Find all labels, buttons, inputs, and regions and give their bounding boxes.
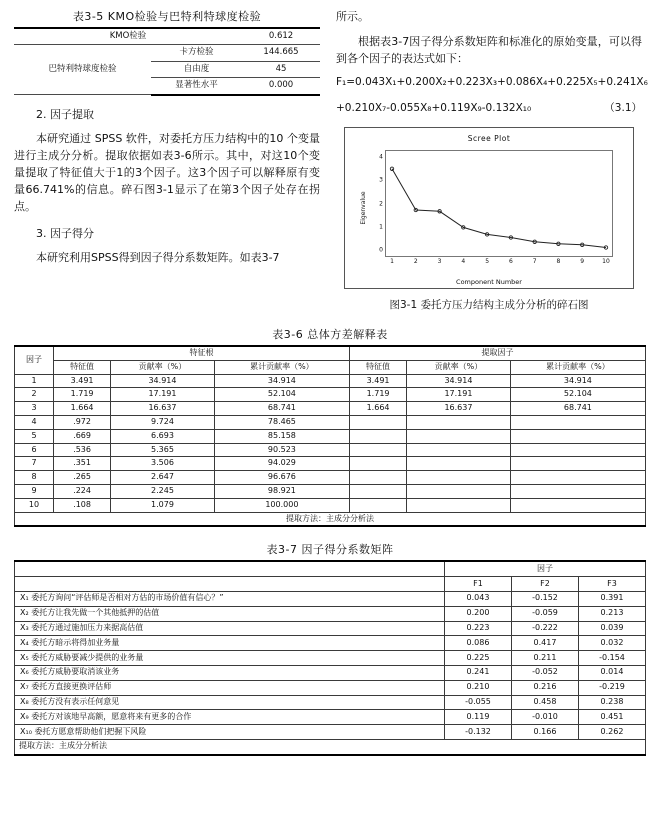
scores-value-9-1: 0.166	[512, 725, 579, 740]
variance-cell-2-6: 68.741	[510, 402, 645, 416]
scree-ytick-3: 1	[379, 223, 383, 231]
table-row	[15, 429, 646, 443]
variance-cell-4-3: 85.158	[214, 429, 349, 443]
scores-column-f3: F3	[579, 577, 646, 592]
table-row	[15, 621, 646, 636]
scores-value-6-0: 0.210	[445, 680, 512, 695]
scores-header-blank	[15, 561, 445, 576]
scores-item-6: X₇ 委托方直接更换评估师	[15, 680, 445, 695]
table-row	[15, 484, 646, 498]
scree-xtick-5: 6	[508, 258, 513, 266]
scree-xtick-3: 4	[461, 258, 466, 266]
scores-value-4-1: 0.211	[512, 651, 579, 666]
variance-cell-0-5: 34.914	[407, 374, 511, 388]
kmo-row-value-3: 0.000	[242, 78, 320, 95]
table-row	[15, 710, 646, 725]
table-row	[15, 636, 646, 651]
scores-value-3-1: 0.417	[512, 636, 579, 651]
variance-cell-2-5: 16.637	[407, 402, 511, 416]
scores-value-3-2: 0.032	[579, 636, 646, 651]
variance-header-factor: 因子	[15, 346, 54, 374]
variance-cell-2-3: 68.741	[214, 402, 349, 416]
scores-value-8-1: -0.010	[512, 710, 579, 725]
scree-xtick-7: 8	[556, 258, 561, 266]
section-heading-factor-extraction: 2. 因子提取	[36, 107, 94, 121]
table-row	[15, 471, 646, 485]
table-row	[15, 457, 646, 471]
scores-item-5: X₆ 委托方威胁要取消该业务	[15, 665, 445, 680]
scores-value-7-1: 0.458	[512, 695, 579, 710]
table-row	[15, 498, 646, 512]
kmo-table-wrap	[14, 27, 320, 96]
kmo-row-sub-2: 自由度	[151, 61, 242, 77]
table-note-row	[15, 739, 646, 754]
scores-item-9: X₁₀ 委托方愿意帮助他们把握下风险	[15, 725, 445, 740]
variance-cell-0-4: 3.491	[349, 374, 406, 388]
scores-value-1-1: -0.059	[512, 606, 579, 621]
variance-cell-0-0: 1	[15, 374, 54, 388]
variance-cell-2-2: 16.637	[111, 402, 215, 416]
scores-value-2-2: 0.039	[579, 621, 646, 636]
scree-plot-ylabel: Eigenvalue	[360, 191, 368, 225]
variance-cell-4-4	[349, 429, 406, 443]
variance-section	[0, 326, 660, 527]
variance-note: 提取方法：主成分分析法	[15, 512, 646, 526]
scores-column-f2: F2	[512, 577, 579, 592]
paragraph-factor-scores: 本研究利用SPSS得到因子得分系数矩阵。如表3-7	[36, 251, 280, 265]
scores-value-1-0: 0.200	[445, 606, 512, 621]
scores-value-5-2: 0.014	[579, 665, 646, 680]
variance-cell-1-6: 52.104	[510, 388, 645, 402]
variance-cell-0-3: 34.914	[214, 374, 349, 388]
variance-cell-5-1: .536	[54, 443, 111, 457]
left-column	[14, 8, 320, 312]
variance-cell-9-5	[407, 498, 511, 512]
variance-header-extract-group: 提取因子	[349, 346, 645, 360]
variance-cell-6-0: 7	[15, 457, 54, 471]
variance-subheader-5: 累计贡献率（%）	[510, 360, 645, 374]
variance-cell-8-1: .224	[54, 484, 111, 498]
kmo-row-label-1: 巴特利特球度检验	[14, 45, 151, 95]
scores-header-group: 因子	[445, 561, 646, 576]
scree-xtick-8: 9	[580, 258, 585, 266]
variance-cell-4-6	[510, 429, 645, 443]
table-row	[15, 606, 646, 621]
variance-table-title: 表3-6 总体方差解释表	[272, 328, 388, 342]
variance-subheader-3: 特征值	[349, 360, 406, 374]
table-row	[15, 725, 646, 740]
scores-item-2: X₃ 委托方通过施加压力来据高估值	[15, 621, 445, 636]
variance-cell-5-6	[510, 443, 645, 457]
variance-cell-0-2: 34.914	[111, 374, 215, 388]
variance-cell-5-2: 5.365	[111, 443, 215, 457]
scores-value-8-0: 0.119	[445, 710, 512, 725]
variance-cell-6-5	[407, 457, 511, 471]
variance-cell-4-2: 6.693	[111, 429, 215, 443]
variance-cell-1-0: 2	[15, 388, 54, 402]
scores-value-6-1: 0.216	[512, 680, 579, 695]
table-row	[15, 591, 646, 606]
variance-cell-7-3: 96.676	[214, 471, 349, 485]
scores-note: 提取方法：主成分分析法	[15, 739, 646, 754]
scores-value-6-2: -0.219	[579, 680, 646, 695]
variance-cell-9-2: 1.079	[111, 498, 215, 512]
table-note-row	[15, 512, 646, 526]
scores-value-5-1: -0.052	[512, 665, 579, 680]
scree-xtick-4: 5	[485, 258, 490, 266]
scores-value-0-0: 0.043	[445, 591, 512, 606]
variance-cell-5-0: 6	[15, 443, 54, 457]
scree-plot-xlabel: Component Number	[456, 278, 522, 287]
variance-cell-8-2: 2.245	[111, 484, 215, 498]
kmo-row-value-2: 45	[242, 61, 320, 77]
variance-cell-6-3: 94.029	[214, 457, 349, 471]
variance-table	[14, 345, 646, 527]
variance-cell-2-4: 1.664	[349, 402, 406, 416]
scree-plot-axes	[379, 150, 613, 266]
variance-cell-4-0: 5	[15, 429, 54, 443]
scree-ytick-1: 3	[379, 176, 383, 184]
scores-value-3-0: 0.086	[445, 636, 512, 651]
kmo-table-title: 表3-5 KMO检验与巴特利特球度检验	[72, 10, 262, 23]
table-row	[15, 651, 646, 666]
scores-item-0: X₁ 委托方询问“评估师是否相对方估的市场价值有信心？”	[15, 591, 445, 606]
variance-cell-4-5	[407, 429, 511, 443]
table-subheader-row	[15, 360, 646, 374]
table-subheader-row	[15, 577, 646, 592]
table-row	[15, 402, 646, 416]
table-row	[14, 45, 320, 61]
scree-xtick-0: 1	[390, 258, 394, 266]
scores-value-4-0: 0.225	[445, 651, 512, 666]
scores-value-8-2: 0.451	[579, 710, 646, 725]
variance-cell-3-4	[349, 416, 406, 430]
table-row	[15, 695, 646, 710]
scores-value-2-1: -0.222	[512, 621, 579, 636]
variance-cell-6-1: .351	[54, 457, 111, 471]
variance-cell-9-0: 10	[15, 498, 54, 512]
kmo-row-sub-3: 显著性水平	[151, 78, 242, 95]
variance-cell-0-1: 3.491	[54, 374, 111, 388]
scores-table-title: 表3-7 因子得分系数矩阵	[266, 543, 394, 557]
scree-plot-title: Scree Plot	[467, 134, 511, 144]
scree-ytick-4: 0	[379, 246, 383, 254]
table-row	[15, 388, 646, 402]
scores-value-5-0: 0.241	[445, 665, 512, 680]
table-row	[15, 443, 646, 457]
kmo-table	[14, 27, 320, 96]
table-row	[15, 416, 646, 430]
variance-subheader-0: 特征值	[54, 360, 111, 374]
variance-cell-7-0: 8	[15, 471, 54, 485]
variance-cell-8-6	[510, 484, 645, 498]
variance-cell-7-4	[349, 471, 406, 485]
kmo-row-label-0: KMO检验	[14, 28, 242, 45]
variance-cell-0-6: 34.914	[510, 374, 645, 388]
scores-value-9-0: -0.132	[445, 725, 512, 740]
scores-subheader-blank	[15, 577, 445, 592]
scree-plot-series	[386, 151, 612, 256]
scree-ytick-0: 4	[379, 153, 383, 161]
scores-value-9-2: 0.262	[579, 725, 646, 740]
formula-line-2	[336, 99, 642, 119]
variance-cell-9-4	[349, 498, 406, 512]
scores-item-7: X₈ 委托方没有表示任何意见	[15, 695, 445, 710]
variance-cell-8-4	[349, 484, 406, 498]
variance-cell-5-4	[349, 443, 406, 457]
variance-cell-7-2: 2.647	[111, 471, 215, 485]
scores-value-0-2: 0.391	[579, 591, 646, 606]
table-row	[14, 28, 320, 45]
table-row	[15, 665, 646, 680]
scores-item-4: X₅ 委托方威胁要减少提供的业务量	[15, 651, 445, 666]
scores-item-1: X₂ 委托方让我先做一个其他抵押的估值	[15, 606, 445, 621]
scores-column-f1: F1	[445, 577, 512, 592]
formula-line-1: F₁=0.043X₁+0.200X₂+0.223X₃+0.086X₄+0.225X₅+0.241X₆	[336, 76, 648, 89]
table-row	[15, 374, 646, 388]
scree-xtick-2: 3	[437, 258, 442, 266]
section-heading-factor-scores: 3. 因子得分	[36, 227, 94, 241]
scores-value-7-0: -0.055	[445, 695, 512, 710]
variance-cell-1-1: 1.719	[54, 388, 111, 402]
variance-cell-8-5	[407, 484, 511, 498]
paragraph-lead: 所示。	[336, 10, 369, 23]
variance-subheader-2: 累计贡献率（%）	[214, 360, 349, 374]
variance-cell-9-3: 100.000	[214, 498, 349, 512]
variance-cell-9-1: .108	[54, 498, 111, 512]
table-header-row	[15, 346, 646, 360]
variance-cell-5-5	[407, 443, 511, 457]
top-two-column-area	[0, 0, 660, 312]
variance-cell-3-6	[510, 416, 645, 430]
scores-item-8: X₉ 委托方对该地早高额，愿意将来有更多的合作	[15, 710, 445, 725]
variance-cell-3-1: .972	[54, 416, 111, 430]
scree-ytick-2: 2	[379, 200, 383, 208]
table-row	[15, 680, 646, 695]
variance-cell-6-4	[349, 457, 406, 471]
variance-cell-6-2: 3.506	[111, 457, 215, 471]
scores-section	[0, 541, 660, 755]
variance-cell-7-1: .265	[54, 471, 111, 485]
variance-subheader-4: 贡献率（%）	[407, 360, 511, 374]
scree-xtick-9: 10	[602, 258, 610, 266]
variance-cell-8-3: 98.921	[214, 484, 349, 498]
variance-cell-2-0: 3	[15, 402, 54, 416]
variance-cell-6-6	[510, 457, 645, 471]
variance-cell-7-5	[407, 471, 511, 485]
scores-table	[14, 560, 646, 755]
paragraph-formula-intro: 根据表3-7因子得分系数矩阵和标准化的原始变量，可以得到各个因子的表达式如下：	[336, 35, 642, 66]
variance-cell-4-1: .669	[54, 429, 111, 443]
kmo-row-sub-1: 卡方检验	[151, 45, 242, 61]
paragraph-factor-extraction: 本研究通过 SPSS 软件，对委托方压力结构中的10 个变量进行主成分分析。提取依据如表3-6所示。其中，对这10个变量提取了特征值大于1的3个因子。这3个因子可以解释原有变量66.741%的信息。碎石图3-1显示了在第3个因子处存在拐点。	[14, 131, 320, 214]
variance-cell-8-0: 9	[15, 484, 54, 498]
variance-cell-1-5: 17.191	[407, 388, 511, 402]
variance-cell-1-2: 17.191	[111, 388, 215, 402]
variance-cell-3-3: 78.465	[214, 416, 349, 430]
figure-caption: 图3-1 委托方压力结构主成分分析的碎石图	[389, 299, 589, 312]
variance-cell-3-2: 9.724	[111, 416, 215, 430]
variance-cell-3-5	[407, 416, 511, 430]
right-column	[336, 8, 648, 312]
variance-cell-2-1: 1.664	[54, 402, 111, 416]
formula-number: （3.1）	[604, 102, 642, 115]
variance-cell-9-6	[510, 498, 645, 512]
formula-line-2-text: +0.210X₇-0.055X₈+0.119X₉-0.132X₁₀	[336, 102, 532, 115]
scores-value-4-2: -0.154	[579, 651, 646, 666]
scores-value-2-0: 0.223	[445, 621, 512, 636]
scores-value-0-1: -0.152	[512, 591, 579, 606]
table-header-row	[15, 561, 646, 576]
kmo-row-value-0: 0.612	[242, 28, 320, 45]
variance-subheader-1: 贡献率（%）	[111, 360, 215, 374]
kmo-row-value-1: 144.665	[242, 45, 320, 61]
scores-value-1-2: 0.213	[579, 606, 646, 621]
variance-cell-1-3: 52.104	[214, 388, 349, 402]
variance-cell-7-6	[510, 471, 645, 485]
variance-cell-3-0: 4	[15, 416, 54, 430]
variance-cell-5-3: 90.523	[214, 443, 349, 457]
scree-xtick-1: 2	[413, 258, 418, 266]
variance-header-eigen-group: 特征根	[54, 346, 350, 360]
scores-value-7-2: 0.238	[579, 695, 646, 710]
variance-cell-1-4: 1.719	[349, 388, 406, 402]
scree-xtick-6: 7	[532, 258, 537, 266]
scores-item-3: X₄ 委托方暗示将得加业务量	[15, 636, 445, 651]
scree-plot	[344, 127, 634, 289]
